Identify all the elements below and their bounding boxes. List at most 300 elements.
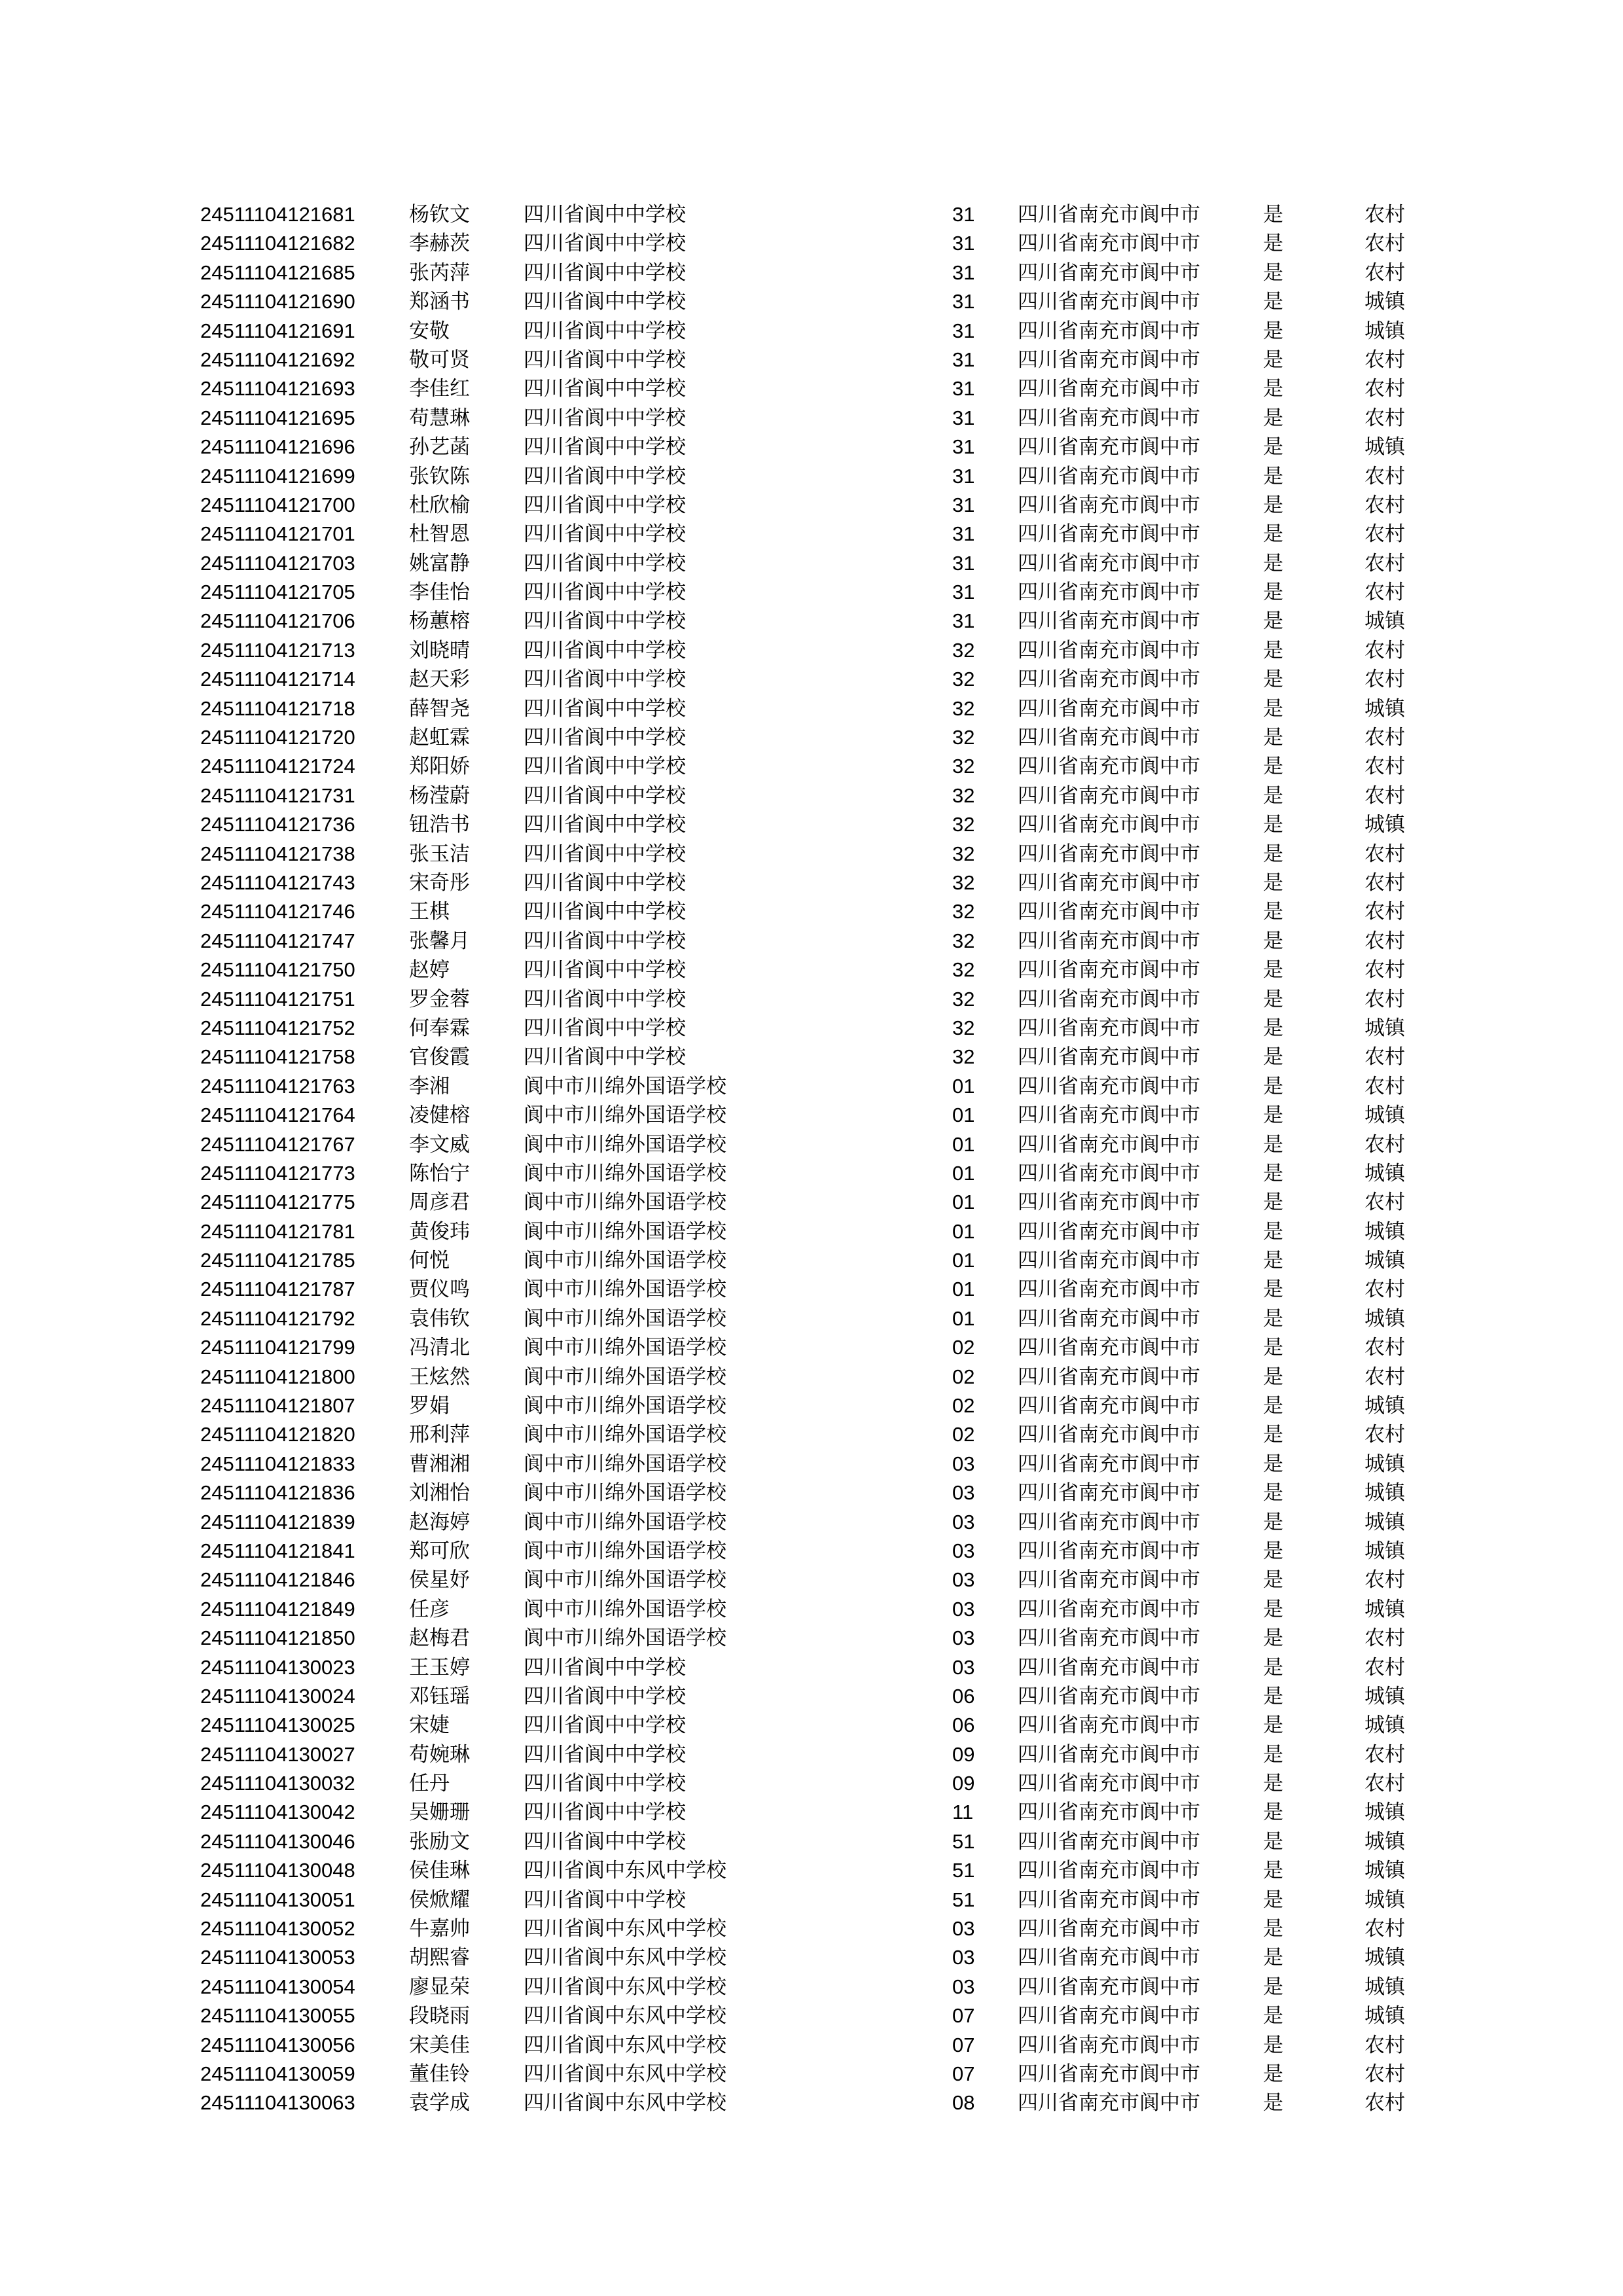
exam-number: 24511104121820 [200,1423,355,1446]
residence-type: 城镇 [1364,1713,1405,1738]
school-name: 阆中市川绵外国语学校 [524,1074,726,1098]
table-row [0,1130,1623,1159]
eligibility-flag: 是 [1263,1946,1283,1970]
exam-number: 24511104121849 [200,1597,355,1621]
class-number: 31 [952,319,975,342]
region: 四川省南充市阆中市 [1018,638,1200,662]
residence-type: 城镇 [1364,1539,1405,1563]
class-number: 31 [952,348,975,371]
class-number: 03 [952,1917,975,1941]
student-name: 敬可贤 [409,348,470,372]
class-number: 32 [952,958,975,982]
table-row [0,1450,1623,1479]
school-name: 四川省阆中中学校 [524,1888,686,1912]
residence-type: 农村 [1364,232,1405,256]
region: 四川省南充市阆中市 [1018,581,1200,605]
residence-type: 城镇 [1364,1103,1405,1128]
student-name: 杜欣榆 [409,493,470,517]
school-name: 四川省阆中中学校 [524,638,686,662]
eligibility-flag: 是 [1263,551,1283,575]
class-number: 32 [952,726,975,749]
eligibility-flag: 是 [1263,1249,1283,1273]
exam-number: 24511104130025 [200,1713,355,1737]
class-number: 01 [952,1219,975,1243]
class-number: 01 [952,1074,975,1098]
eligibility-flag: 是 [1263,958,1283,982]
exam-number: 24511104121738 [200,842,355,865]
region: 四川省南充市阆中市 [1018,232,1200,256]
student-name: 张馨月 [409,929,470,953]
school-name: 阆中市川绵外国语学校 [524,1336,726,1360]
student-name: 王棋 [409,900,450,924]
residence-type: 城镇 [1364,1859,1405,1883]
region: 四川省南充市阆中市 [1018,203,1200,226]
table-row [0,1856,1623,1885]
class-number: 01 [952,1161,975,1185]
class-number: 31 [952,260,975,284]
residence-type: 农村 [1364,406,1405,430]
residence-type: 农村 [1364,551,1405,575]
school-name: 阆中市川绵外国语学校 [524,1626,726,1651]
school-name: 四川省阆中中学校 [524,842,686,866]
class-number: 01 [952,1103,975,1127]
class-number: 32 [952,900,975,924]
exam-number: 24511104121724 [200,755,355,778]
class-number: 31 [952,609,975,633]
table-row [0,927,1623,956]
eligibility-flag: 是 [1263,726,1283,750]
student-name: 段晓雨 [409,2004,470,2028]
school-name: 阆中市川绵外国语学校 [524,1103,726,1128]
eligibility-flag: 是 [1263,1801,1283,1825]
table-row [0,1769,1623,1798]
residence-type: 城镇 [1364,1481,1405,1505]
residence-type: 农村 [1364,464,1405,488]
region: 四川省南充市阆中市 [1018,1742,1200,1767]
residence-type: 农村 [1364,581,1405,605]
eligibility-flag: 是 [1263,1394,1283,1418]
class-number: 01 [952,1278,975,1301]
student-name: 官俊霞 [409,1045,470,1069]
region: 四川省南充市阆中市 [1018,1568,1200,1592]
exam-number: 24511104121691 [200,319,355,342]
exam-number: 24511104121713 [200,638,355,662]
exam-number: 24511104130032 [200,1772,355,1795]
region: 四川省南充市阆中市 [1018,696,1200,721]
eligibility-flag: 是 [1263,1829,1283,1854]
student-name: 周彦君 [409,1191,470,1215]
exam-number: 24511104121692 [200,348,355,371]
class-number: 32 [952,1016,975,1039]
student-name: 宋奇彤 [409,870,470,895]
class-number: 02 [952,1423,975,1446]
residence-type: 农村 [1364,1045,1405,1069]
region: 四川省南充市阆中市 [1018,900,1200,924]
region: 四川省南充市阆中市 [1018,1481,1200,1505]
exam-number: 24511104121752 [200,1016,355,1039]
region: 四川省南充市阆中市 [1018,1946,1200,1970]
residence-type: 农村 [1364,755,1405,779]
residence-type: 农村 [1364,522,1405,547]
residence-type: 农村 [1364,493,1405,517]
class-number: 31 [952,522,975,546]
table-row [0,1508,1623,1537]
student-name: 李文威 [409,1132,470,1157]
exam-number: 24511104121787 [200,1278,355,1301]
school-name: 四川省阆中中学校 [524,1684,686,1708]
exam-number: 24511104121747 [200,929,355,952]
exam-number: 24511104121699 [200,464,355,488]
student-name: 贾仪鸣 [409,1278,470,1302]
eligibility-flag: 是 [1263,232,1283,256]
residence-type: 农村 [1364,1336,1405,1360]
exam-number: 24511104121764 [200,1103,355,1127]
exam-number: 24511104130059 [200,2062,355,2085]
residence-type: 农村 [1364,1074,1405,1098]
residence-type: 农村 [1364,726,1405,750]
table-row [0,1217,1623,1246]
eligibility-flag: 是 [1263,1161,1283,1185]
eligibility-flag: 是 [1263,1103,1283,1128]
table-row [0,2060,1623,2089]
class-number: 32 [952,696,975,720]
class-number: 32 [952,929,975,952]
school-name: 阆中市川绵外国语学校 [524,1568,726,1592]
school-name: 阆中市川绵外国语学校 [524,1597,726,1621]
region: 四川省南充市阆中市 [1018,726,1200,750]
school-name: 阆中市川绵外国语学校 [524,1278,726,1302]
school-name: 阆中市川绵外国语学校 [524,1132,726,1157]
exam-number: 24511104130051 [200,1888,355,1911]
table-row [0,1740,1623,1769]
residence-type: 城镇 [1364,1249,1405,1273]
student-name: 任彦 [409,1597,450,1621]
residence-type: 农村 [1364,377,1405,401]
student-name: 凌健榕 [409,1103,470,1128]
eligibility-flag: 是 [1263,203,1283,226]
region: 四川省南充市阆中市 [1018,870,1200,895]
region: 四川省南充市阆中市 [1018,1394,1200,1418]
school-name: 四川省阆中东风中学校 [524,1859,726,1883]
exam-number: 24511104121839 [200,1510,355,1534]
school-name: 四川省阆中东风中学校 [524,2091,726,2115]
residence-type: 农村 [1364,1132,1405,1157]
table-row [0,869,1623,897]
residence-type: 农村 [1364,1772,1405,1796]
region: 四川省南充市阆中市 [1018,1975,1200,1999]
student-name: 牛嘉帅 [409,1917,470,1941]
table-row [0,1798,1623,1827]
residence-type: 城镇 [1364,319,1405,343]
exam-number: 24511104130054 [200,1975,355,1998]
school-name: 四川省阆中中学校 [524,581,686,605]
eligibility-flag: 是 [1263,1278,1283,1302]
residence-type: 城镇 [1364,1801,1405,1825]
school-name: 阆中市川绵外国语学校 [524,1161,726,1185]
table-row [0,1943,1623,1972]
exam-number: 24511104130024 [200,1684,355,1708]
region: 四川省南充市阆中市 [1018,842,1200,866]
class-number: 03 [952,1568,975,1592]
school-name: 四川省阆中东风中学校 [524,2033,726,2057]
exam-number: 24511104121720 [200,726,355,749]
exam-number: 24511104121841 [200,1539,355,1562]
eligibility-flag: 是 [1263,813,1283,837]
school-name: 四川省阆中中学校 [524,1713,686,1738]
class-number: 51 [952,1829,975,1853]
student-name: 薛智尧 [409,696,470,721]
residence-type: 城镇 [1364,1394,1405,1418]
student-name: 袁伟钦 [409,1306,470,1331]
residence-type: 城镇 [1364,1597,1405,1621]
class-number: 08 [952,2091,975,2115]
class-number: 51 [952,1888,975,1911]
eligibility-flag: 是 [1263,1481,1283,1505]
student-name: 郑阳娇 [409,755,470,779]
table-row [0,1391,1623,1420]
residence-type: 农村 [1364,2033,1405,2057]
class-number: 03 [952,1975,975,1998]
school-name: 阆中市川绵外国语学校 [524,1306,726,1331]
eligibility-flag: 是 [1263,1132,1283,1157]
region: 四川省南充市阆中市 [1018,1801,1200,1825]
exam-number: 24511104121773 [200,1161,355,1185]
class-number: 31 [952,581,975,604]
class-number: 03 [952,1539,975,1562]
school-name: 四川省阆中中学校 [524,929,686,953]
class-number: 11 [952,1801,974,1824]
eligibility-flag: 是 [1263,1336,1283,1360]
eligibility-flag: 是 [1263,638,1283,662]
school-name: 四川省阆中中学校 [524,319,686,343]
region: 四川省南充市阆中市 [1018,1829,1200,1854]
class-number: 01 [952,1306,975,1330]
eligibility-flag: 是 [1263,1917,1283,1941]
exam-number: 24511104130053 [200,1946,355,1969]
class-number: 01 [952,1249,975,1272]
class-number: 03 [952,1452,975,1475]
student-name: 曹湘湘 [409,1452,470,1476]
exam-number: 24511104121700 [200,493,355,516]
table-row [0,462,1623,491]
region: 四川省南充市阆中市 [1018,1074,1200,1098]
exam-number: 24511104121731 [200,783,355,807]
exam-number: 24511104121682 [200,232,355,255]
eligibility-flag: 是 [1263,696,1283,721]
residence-type: 城镇 [1364,1829,1405,1854]
table-row [0,317,1623,346]
eligibility-flag: 是 [1263,1365,1283,1389]
exam-number: 24511104130052 [200,1917,355,1941]
student-name: 何悦 [409,1249,450,1273]
school-name: 阆中市川绵外国语学校 [524,1191,726,1215]
region: 四川省南充市阆中市 [1018,464,1200,488]
eligibility-flag: 是 [1263,1306,1283,1331]
student-name: 侯佳琳 [409,1859,470,1883]
class-number: 32 [952,987,975,1011]
school-name: 阆中市川绵外国语学校 [524,1452,726,1476]
table-row [0,2031,1623,2060]
student-name: 廖显荣 [409,1975,470,1999]
school-name: 四川省阆中中学校 [524,1655,686,1679]
school-name: 四川省阆中中学校 [524,609,686,634]
school-name: 四川省阆中中学校 [524,1016,686,1040]
school-name: 四川省阆中中学校 [524,348,686,372]
student-name: 胡熙睿 [409,1946,470,1970]
residence-type: 城镇 [1364,1946,1405,1970]
residence-type: 农村 [1364,1365,1405,1389]
table-row [0,1304,1623,1333]
school-name: 四川省阆中中学校 [524,377,686,401]
class-number: 31 [952,551,975,575]
table-row [0,1886,1623,1914]
exam-number: 24511104121799 [200,1336,355,1359]
student-name: 黄俊玮 [409,1219,470,1244]
student-name: 赵婷 [409,958,450,982]
class-number: 51 [952,1859,975,1882]
student-name: 宋美佳 [409,2033,470,2057]
residence-type: 城镇 [1364,2004,1405,2028]
school-name: 阆中市川绵外国语学校 [524,1423,726,1447]
residence-type: 城镇 [1364,1016,1405,1040]
residence-type: 城镇 [1364,1452,1405,1476]
school-name: 四川省阆中中学校 [524,1772,686,1796]
student-name: 侯星妤 [409,1568,470,1592]
table-row [0,956,1623,984]
residence-type: 农村 [1364,2062,1405,2086]
eligibility-flag: 是 [1263,1423,1283,1447]
residence-type: 农村 [1364,870,1405,895]
eligibility-flag: 是 [1263,1772,1283,1796]
exam-number: 24511104121836 [200,1481,355,1505]
exam-number: 24511104121693 [200,377,355,401]
eligibility-flag: 是 [1263,435,1283,459]
eligibility-flag: 是 [1263,1510,1283,1534]
region: 四川省南充市阆中市 [1018,1249,1200,1273]
eligibility-flag: 是 [1263,1684,1283,1708]
eligibility-flag: 是 [1263,1016,1283,1040]
region: 四川省南充市阆中市 [1018,783,1200,808]
table-row [0,491,1623,520]
student-roster [0,200,1623,2118]
school-name: 四川省阆中东风中学校 [524,1975,726,1999]
eligibility-flag: 是 [1263,1539,1283,1563]
residence-type: 农村 [1364,260,1405,285]
table-row [0,810,1623,839]
class-number: 09 [952,1772,975,1795]
exam-number: 24511104130055 [200,2004,355,2028]
eligibility-flag: 是 [1263,319,1283,343]
residence-type: 农村 [1364,842,1405,866]
student-name: 王炫然 [409,1365,470,1389]
residence-type: 农村 [1364,783,1405,808]
student-name: 董佳铃 [409,2062,470,2086]
residence-type: 城镇 [1364,1510,1405,1534]
school-name: 四川省阆中中学校 [524,1801,686,1825]
eligibility-flag: 是 [1263,290,1283,314]
region: 四川省南充市阆中市 [1018,1336,1200,1360]
residence-type: 城镇 [1364,1219,1405,1244]
exam-number: 24511104121685 [200,260,355,284]
residence-type: 农村 [1364,2091,1405,2115]
class-number: 32 [952,755,975,778]
exam-number: 24511104121714 [200,668,355,691]
exam-number: 24511104121746 [200,900,355,924]
class-number: 03 [952,1626,975,1650]
table-row [0,1333,1623,1362]
class-number: 32 [952,870,975,894]
eligibility-flag: 是 [1263,2033,1283,2057]
school-name: 四川省阆中中学校 [524,203,686,226]
exam-number: 24511104121785 [200,1249,355,1272]
class-number: 02 [952,1365,975,1388]
eligibility-flag: 是 [1263,900,1283,924]
school-name: 四川省阆中中学校 [524,435,686,459]
table-row [0,1043,1623,1071]
class-number: 32 [952,842,975,865]
eligibility-flag: 是 [1263,1859,1283,1883]
table-row [0,404,1623,433]
exam-number: 24511104121775 [200,1191,355,1214]
table-row [0,374,1623,403]
residence-type: 农村 [1364,1568,1405,1592]
residence-type: 农村 [1364,203,1405,226]
exam-number: 24511104121690 [200,290,355,314]
student-name: 刘湘怡 [409,1481,470,1505]
table-row [0,1479,1623,1507]
exam-number: 24511104121681 [200,203,355,226]
class-number: 31 [952,290,975,314]
region: 四川省南充市阆中市 [1018,2033,1200,2057]
class-number: 03 [952,1655,975,1679]
school-name: 阆中市川绵外国语学校 [524,1481,726,1505]
table-row [0,1595,1623,1624]
table-row [0,578,1623,607]
student-name: 郑可欣 [409,1539,470,1563]
exam-number: 24511104121695 [200,406,355,429]
exam-number: 24511104121807 [200,1394,355,1418]
eligibility-flag: 是 [1263,1655,1283,1679]
residence-type: 城镇 [1364,290,1405,314]
region: 四川省南充市阆中市 [1018,609,1200,634]
region: 四川省南充市阆中市 [1018,1917,1200,1941]
class-number: 03 [952,1597,975,1621]
table-row [0,636,1623,665]
residence-type: 城镇 [1364,1975,1405,1999]
school-name: 四川省阆中中学校 [524,726,686,750]
eligibility-flag: 是 [1263,1975,1283,1999]
residence-type: 农村 [1364,1278,1405,1302]
region: 四川省南充市阆中市 [1018,1365,1200,1389]
table-row [0,2089,1623,2117]
student-name: 张芮萍 [409,260,470,285]
student-name: 邓钰瑶 [409,1684,470,1708]
class-number: 31 [952,232,975,255]
region: 四川省南充市阆中市 [1018,1452,1200,1476]
school-name: 四川省阆中中学校 [524,464,686,488]
school-name: 四川省阆中中学校 [524,551,686,575]
table-row [0,1711,1623,1740]
table-row [0,1014,1623,1043]
eligibility-flag: 是 [1263,842,1283,866]
residence-type: 农村 [1364,1742,1405,1767]
eligibility-flag: 是 [1263,987,1283,1011]
region: 四川省南充市阆中市 [1018,958,1200,982]
class-number: 32 [952,638,975,662]
class-number: 01 [952,1191,975,1214]
exam-number: 24511104130048 [200,1859,355,1882]
student-name: 吴姗珊 [409,1801,470,1825]
